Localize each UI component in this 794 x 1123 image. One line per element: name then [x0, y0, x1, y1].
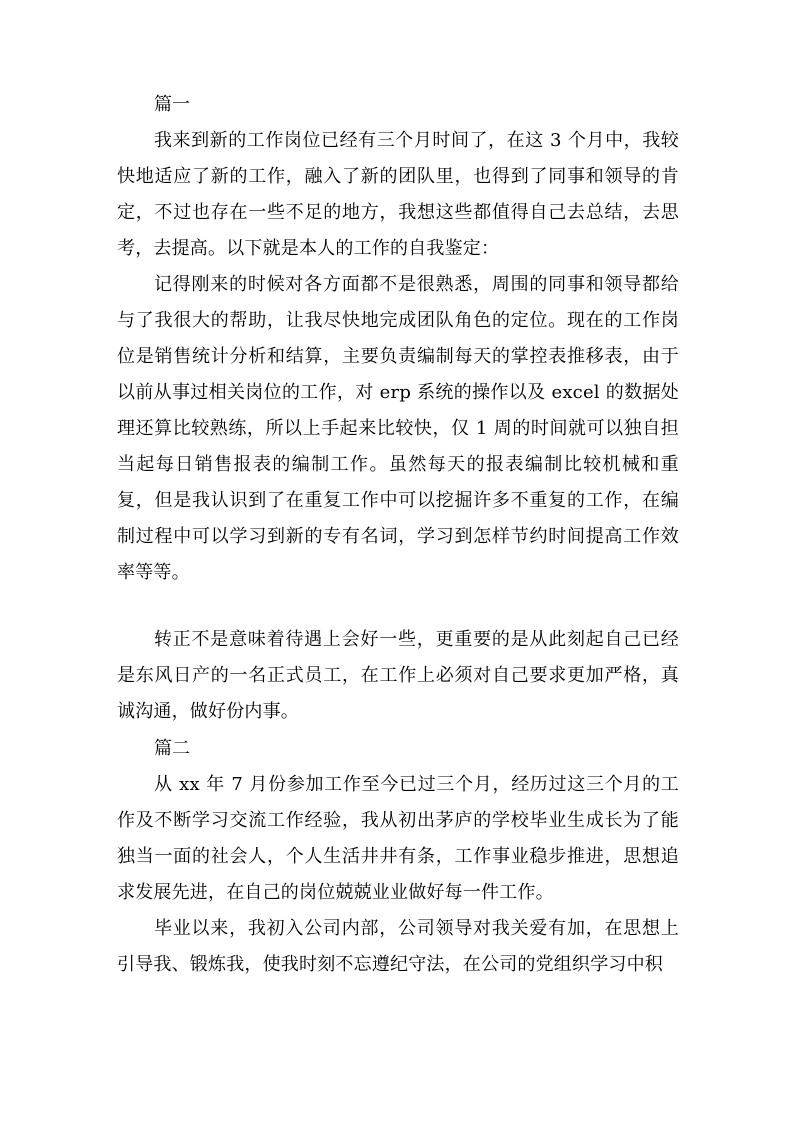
paragraph-regularization: 转正不是意味着待遇上会好一些，更重要的是从此刻起自己已经是东风日产的一名正式员工，在工作上必须对自己要求更加严格，真诚沟通，做好份内事。 — [117, 629, 679, 722]
paragraph-work-experience: 从 xx 年 7 月份参加工作至今已过三个月，经历过这三个月的工作及不断学习交流工作经验，我从初出茅庐的学校毕业生成长为了能独当一面的社会人，个人生活井井有条，工作事业稳步推进，思想追求发展先进，在自己的岗位兢兢业业做好每一件工作。 — [117, 774, 679, 903]
paragraph-work-description: 记得刚来的时候对各方面都不是很熟悉，周围的同事和领导都给与了我很大的帮助，让我尽快地完成团队角色的定位。现在的工作岗位是销售统计分析和结算，主要负责编制每天的掌控表推移表，由于以前从事过相关岗位的工作，对 erp 系统的操作以及 excel 的数据处理还算比较熟练，所以上手起来比较快，仅 1 周的时间就可以独自担当起每日销售报表的编制工作。虽然每天的报表编制比较机械和重复，但是我认识到了在重复工作中可以挖掘许多不重复的工作，在编制过程中可以学习到新的专有名词，学习到怎样节约时间提高工作效率等等。 — [117, 274, 679, 583]
section-heading-2: 篇二 — [154, 738, 190, 759]
section-2-body — [117, 767, 679, 983]
section-heading-1: 篇一 — [154, 94, 190, 115]
section-1-body-b — [117, 622, 679, 730]
paragraph-intro: 我来到新的工作岗位已经有三个月时间了，在这 3 个月中，我较快地适应了新的工作，融入了新的团队里，也得到了同事和领导的肯定，不过也存在一些不足的地方，我想这些都值得自己去总结，去思考，去提高。以下就是本人的工作的自我鉴定： — [117, 130, 679, 259]
paragraph-since-graduation: 毕业以来，我初入公司内部，公司领导对我关爱有加，在思想上引导我、锻炼我，使我时刻不忘遵纪守法，在公司的党组织学习中积 — [117, 918, 679, 975]
section-1-body-a — [117, 123, 679, 591]
